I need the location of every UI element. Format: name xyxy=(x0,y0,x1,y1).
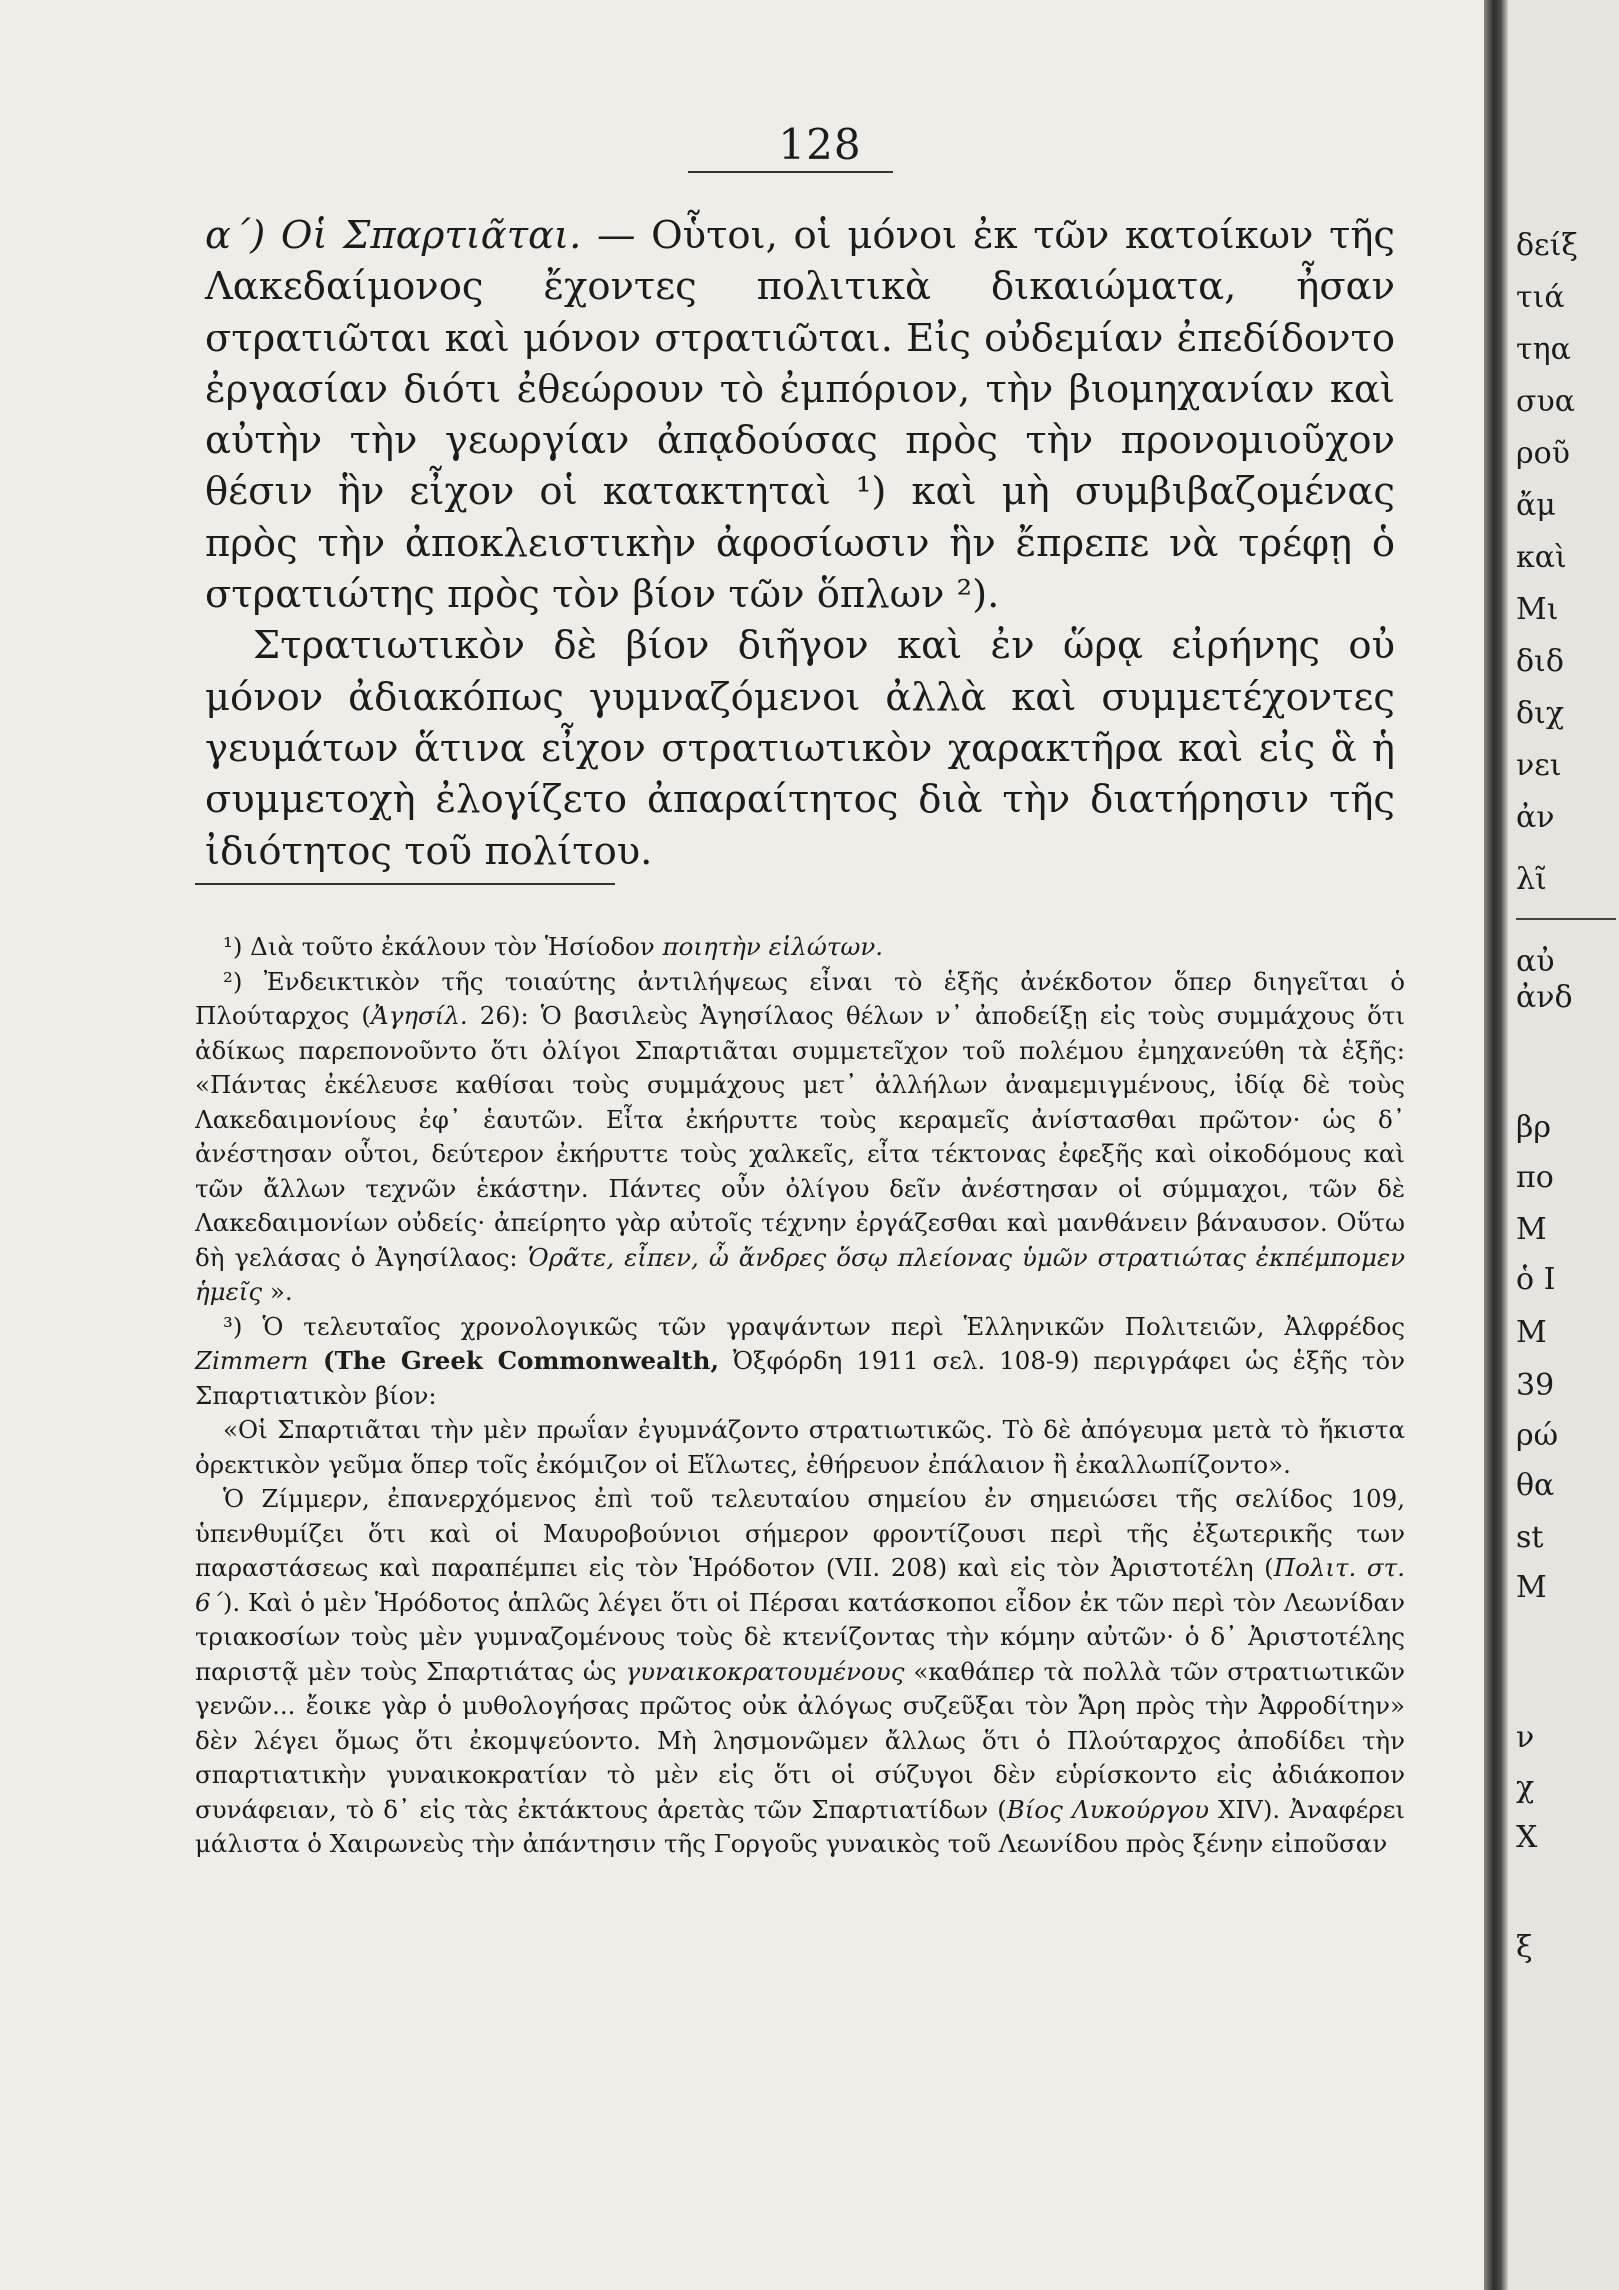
right-page-fragment: τιά xyxy=(1516,280,1565,315)
footnote-3-politics-ref: Πολιτ. στ. 6΄ xyxy=(195,1553,1405,1617)
right-page-fragment: πο xyxy=(1516,1160,1554,1195)
footnote-3-book-title: (The Greek Commonwealth, xyxy=(308,1346,719,1375)
right-page-fragment: ξ xyxy=(1516,1930,1533,1965)
main-text xyxy=(205,210,1395,877)
right-page-fragment: λῖ xyxy=(1516,862,1547,897)
footnote-2-quote: Ὁρᾶτε, εἶπεν, ὦ ἄνδρες ὅσῳ πλείονας ὑμῶν στρατιώτας ἐκπέμπομεν ἡμεῖς xyxy=(195,1242,1405,1306)
right-page-fragment: διδ xyxy=(1516,644,1564,679)
footnotes xyxy=(195,930,1405,1862)
footnote-2-end: ». xyxy=(262,1277,293,1306)
footnote-1-italic: ποιητὴν εἱλώτων. xyxy=(662,932,884,961)
right-page-fragment: τηα xyxy=(1516,332,1571,367)
footnote-3-text-e: «καθάπερ τὰ πολλὰ τῶν στρατιωτικῶν γενῶν... ἔοικε γὰρ ὁ μυθολογήσας πρῶτος οὐκ ἀλόγως συζεῦξαι τὸν Ἄρη πρὸς τὴν Ἀφροδίτην» δὲν λέγει ὅμως ὅτι ἐκομψεύοντο. Μὴ λησμονῶμεν ἄλλως ὅτι ὁ Πλούταρχος ἀποδίδει τὴν σπαρτιατικὴν γυναικοκρατίαν τὸ μὲν εἰς ὅτι οἱ σύζυγοι δὲν εὑρίσκοντο εἰς ἀδιάκοπον συνάφειαν, τὸ δ᾽ εἰς τὰς ἐκτάκτους ἀρετὰς τῶν Σπαρτιατίδων ( xyxy=(195,1656,1405,1824)
right-page-fragment: αὐ xyxy=(1516,944,1555,979)
footnote-3 xyxy=(195,1310,1405,1414)
right-page-fragment: Μ xyxy=(1516,1315,1547,1350)
footnote-3-text-b: Ὀξφόρδη 1911 σελ. 108-9) περιγράφει ὡς ἑξῆς τὸν Σπαρτιατικὸν βίον: xyxy=(195,1346,1406,1410)
right-page-fragment: ν xyxy=(1516,1720,1535,1755)
page-number: 128 xyxy=(778,120,862,169)
footnote-2-text-b: 26): Ὁ βασιλεὺς Ἀγησίλαος θέλων ν᾽ ἀποδείξῃ εἰς τοὺς συμμάχους ὅτι ἀδίκως παρεπονοῦντο ὅτι ὀλίγοι Σπαρτιᾶται συμμετεῖχον τοῦ πολέμου ἐμηχανεύθη τὰ ἑξῆς: «Πάντας ἐκέλευσε καθίσαι τοὺς συμμάχους μετ᾽ ἀλλήλων ἀναμεμιγμένους, ἰδίᾳ δὲ τοὺς Λακεδαιμονίους ἐφ᾽ ἑαυτῶν. Εἶτα ἐκήρυττε τοὺς κεραμεῖς ἀνίστασθαι πρῶτον· ὡς δ᾽ ἀνέστησαν οὗτοι, δεύτερον ἐκήρυττε τοὺς χαλκεῖς, εἶτα τέκτονας ἐφεξῆς καὶ οἰκοδόμους καὶ τῶν ἄλλων τεχνῶν ἑκάστην. Πάντες οὖν ὀλίγου δεῖν ἀνέστησαν οἱ σύμμαχοι, τῶν δὲ Λακεδαιμονίων οὐδείς· ἀπείρητο γὰρ αὐτοῖς τέχνην ἐργάζεσθαι καὶ μανθάνειν βάναυσον. Οὕτω δὴ γελάσας ὁ Ἀγησίλαος: xyxy=(195,1001,1405,1272)
footnote-3-text-a: ³) Ὁ τελευταῖος χρονολογικῶς τῶν γραψάντων περὶ Ἑλληνικῶν Πολιτειῶν, Ἀλφρέδος xyxy=(223,1311,1405,1341)
right-page-fragment: καὶ xyxy=(1516,540,1567,575)
right-page-fragment: ἄμ xyxy=(1516,488,1556,523)
footnote-3-text-f: XIV). Ἀναφέρει μάλιστα ὁ Χαιρωνεὺς τὴν ἀπάντησιν τῆς Γοργοῦς γυναικὸς τοῦ Λεωνίδου πρὸς ξένην εἰποῦσαν xyxy=(195,1794,1405,1858)
right-page-fragment: 39 xyxy=(1516,1368,1555,1403)
right-page-fragment: ροῦ xyxy=(1516,436,1570,471)
footnote-3-author: Zimmern xyxy=(195,1346,309,1375)
footnote-3-continued xyxy=(195,1482,1405,1862)
right-page-fragment: ὁ Ι xyxy=(1516,1262,1556,1297)
right-page-fragment: διχ xyxy=(1516,696,1565,731)
footnote-1-text: ¹) Διὰ τοῦτο ἐκάλουν τὸν Ἡσίοδον xyxy=(223,932,663,961)
right-page-fragment: χ xyxy=(1516,1770,1535,1805)
right-page-fragment: βρ xyxy=(1516,1110,1551,1145)
right-page-fragment: νει xyxy=(1516,748,1562,783)
right-page-footnote-divider xyxy=(1516,918,1616,920)
section-label: α΄) Οἱ Σπαρτιᾶται. xyxy=(205,213,582,258)
right-page-fragment: Μ xyxy=(1516,1570,1547,1605)
right-page-fragment: ἀνδ xyxy=(1516,980,1573,1015)
right-page-fragment: ρώ xyxy=(1516,1418,1559,1453)
footnote-2 xyxy=(195,965,1405,1310)
book-gutter xyxy=(1484,0,1508,2290)
right-page-fragment: ἀν xyxy=(1516,800,1555,835)
footnote-1 xyxy=(195,930,1405,965)
right-page-fragment: Μι xyxy=(1516,592,1559,627)
footnote-2-ref: Ἀγησίλ. xyxy=(371,1001,468,1030)
paragraph-1-text: — Οὗτοι, οἱ μόνοι ἐκ τῶν κατοίκων τῆς Λακεδαίμονος ἔχοντες πολιτικὰ δικαιώματα, ἦσαν στρατιῶται καὶ μόνον στρατιῶται. Εἰς οὐδεμίαν ἐπεδίδοντο ἐργασίαν διότι ἐθεώρουν τὸ ἐμπόριον, τὴν βιομηχανίαν καὶ αὐτὴν τὴν γεωργίαν ἀπᾳδούσας πρὸς τὴν προνομιοῦχον θέσιν ἣν εἶχον οἱ κατακτηταὶ ¹) καὶ μὴ συμβιβαζομένας πρὸς τὴν ἀποκλειστικὴν ἀφοσίωσιν ἣν ἔπρεπε νὰ τρέφῃ ὁ στρατιώτης πρὸς τὸν βίον τῶν ὅπλων ²). xyxy=(205,213,1395,618)
page-number-rule xyxy=(688,171,893,173)
footnote-3-italic-word: γυναικοκρατουμένους xyxy=(625,1656,905,1686)
footnote-2-text-a: ²) Ἐνδεικτικὸν τῆς τοιαύτης ἀντιλήψεως εἶναι τὸ ἑξῆς ἀνέκδοτον ὅπερ διηγεῖται ὁ Πλούταρχος ( xyxy=(195,966,1405,1030)
right-page-fragment: Μ xyxy=(1516,1212,1547,1247)
right-page-fragment: συα xyxy=(1516,384,1575,419)
footnote-3-text-d: ). Καὶ ὁ μὲν Ἡρόδοτος ἁπλῶς λέγει ὅτι οἱ Πέρσαι κατάσκοποι εἶδον ἐκ τῶν περὶ τὸν Λεωνίδαν τριακοσίων τοὺς μὲν γυμναζομένους τοὺς δὲ κτενίζοντας τὴν κόμην αὐτῶν· ὁ δ᾽ Ἀριστοτέλης παριστᾷ μὲν τοὺς Σπαρτιάτας ὡς xyxy=(195,1587,1405,1686)
right-page-fragment: θα xyxy=(1516,1468,1555,1503)
footnote-3-quote: «Οἱ Σπαρτιᾶται τὴν μὲν πρωΐαν ἐγυμνάζοντο στρατιωτικῶς. Τὸ δὲ ἀπόγευμα μετὰ τὸ ἥκιστα ὀρεκτικὸν γεῦμα ὅπερ τοῖς ἐκόμιζον οἱ Εἵλωτες, ἐθήρευον ἐπάλαιον ἢ ἐκαλλωπίζοντο». xyxy=(195,1415,1405,1479)
right-page-fragment: Χ xyxy=(1516,1820,1538,1855)
footnote-3-text-c: Ὁ Ζίμμερν, ἐπανερχόμενος ἐπὶ τοῦ τελευταίου σημείου ἐν σημειώσει τῆς σελίδος 109, ὑπενθυμίζει ὅτι καὶ οἱ Μαυροβούνιοι σήμερον φροντίζουσι περὶ τῆς ἐξωτερικῆς των παραστάσεως καὶ παραπέμπει εἰς τὸν Ἡρόδοτον (VII. 208) καὶ εἰς τὸν Ἀριστοτέλη ( xyxy=(195,1484,1405,1582)
paragraph-2: Στρατιωτικὸν δὲ βίον διῆγον καὶ ἐν ὥρᾳ εἰρήνης οὐ μόνον ἀδιακόπως γυμναζόμενοι ἀλλὰ καὶ συμμετέχοντες γευμάτων ἅτινα εἶχον στρατιωτικὸν χαρακτῆρα καὶ εἰς ἃ ἡ συμμετοχὴ ἐλογίζετο ἀπαραίτητος διὰ τὴν διατήρησιν τῆς ἰδιότητος τοῦ πολίτου. xyxy=(205,623,1395,874)
right-page-fragment: δείξ xyxy=(1516,228,1578,263)
book-page-right-edge xyxy=(1508,0,1619,2290)
footnote-divider xyxy=(195,883,615,885)
paragraph-1 xyxy=(205,210,1395,620)
right-page-fragment: st xyxy=(1516,1520,1544,1555)
footnote-3-lycurgus-ref: Βίος Λυκούργου xyxy=(1006,1794,1209,1824)
